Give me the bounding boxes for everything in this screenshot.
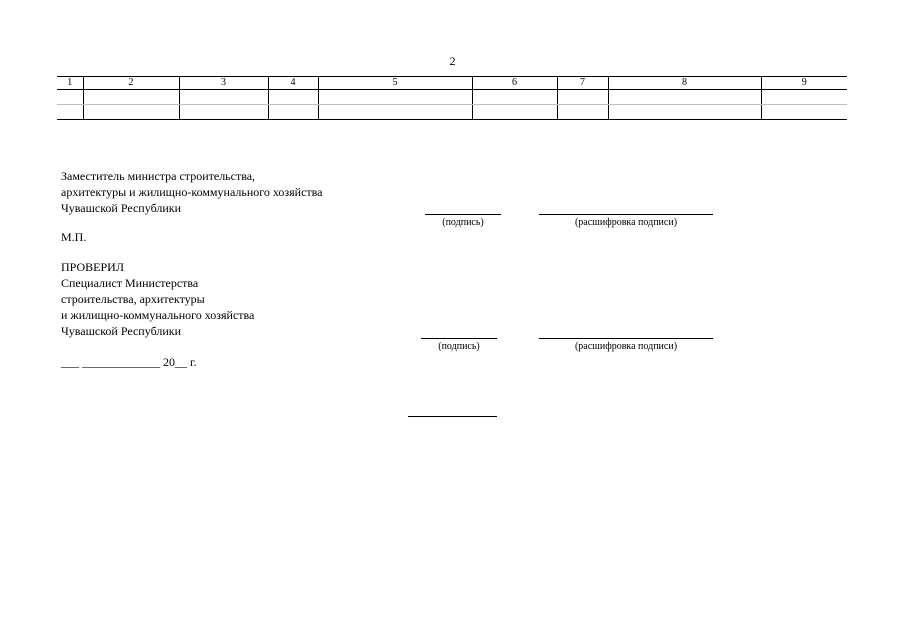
table-header-cell: 6: [472, 77, 557, 90]
decoding-line: [539, 214, 713, 215]
table-row: [57, 90, 847, 105]
table-cell: [557, 105, 608, 120]
checked-line-1: Специалист Министерства: [61, 276, 199, 290]
decoding-line: [539, 338, 713, 339]
table-cell: [179, 105, 268, 120]
table-cell: [318, 90, 472, 105]
table-cell: [57, 90, 83, 105]
table-header-cell: 7: [557, 77, 608, 90]
table-cell: [318, 105, 472, 120]
table-cell: [608, 90, 761, 105]
deputy-title-line-3: Чувашской Республики: [61, 201, 182, 215]
stamp-placeholder: М.П.: [61, 230, 87, 244]
table-cell: [608, 105, 761, 120]
checked-line-4: Чувашской Республики: [61, 324, 182, 338]
table-cell: [472, 105, 557, 120]
table-cell: [761, 105, 847, 120]
date-line: ___ _____________ 20__ г.: [61, 355, 197, 369]
table-cell: [268, 90, 318, 105]
table-cell: [83, 105, 179, 120]
signature-line: [425, 214, 501, 215]
deputy-title-line-2: архитектуры и жилищно-коммунального хозяйства: [61, 185, 323, 199]
table-row: [57, 105, 847, 120]
checked-heading: ПРОВЕРИЛ: [61, 260, 124, 274]
signature-caption: (подпись): [438, 341, 480, 352]
table-header-cell: 1: [57, 77, 83, 90]
table-header-cell: 5: [318, 77, 472, 90]
table-header-cell: 3: [179, 77, 268, 90]
table-cell: [57, 105, 83, 120]
table-header-row: [57, 77, 847, 90]
decoding-caption: (расшифровка подписи): [574, 341, 678, 352]
table-header-cell: 4: [268, 77, 318, 90]
table-cell: [83, 90, 179, 105]
signature-caption: (подпись): [442, 217, 484, 228]
data-table: [57, 76, 847, 120]
table-header-cell: 8: [608, 77, 761, 90]
decoding-caption: (расшифровка подписи): [574, 217, 678, 228]
checked-line-2: строительства, архитектуры: [61, 292, 205, 306]
table-cell: [557, 90, 608, 105]
table-cell: [472, 90, 557, 105]
signature-line: [421, 338, 497, 339]
table-cell: [761, 90, 847, 105]
table-header-cell: 2: [83, 77, 179, 90]
table-cell: [179, 90, 268, 105]
page-number: 2: [449, 54, 456, 68]
table-header-cell: 9: [761, 77, 847, 90]
table-cell: [268, 105, 318, 120]
end-separator-line: [408, 416, 497, 417]
deputy-title-line-1: Заместитель министра строительства,: [61, 169, 256, 183]
checked-line-3: и жилищно-коммунального хозяйства: [61, 308, 255, 322]
